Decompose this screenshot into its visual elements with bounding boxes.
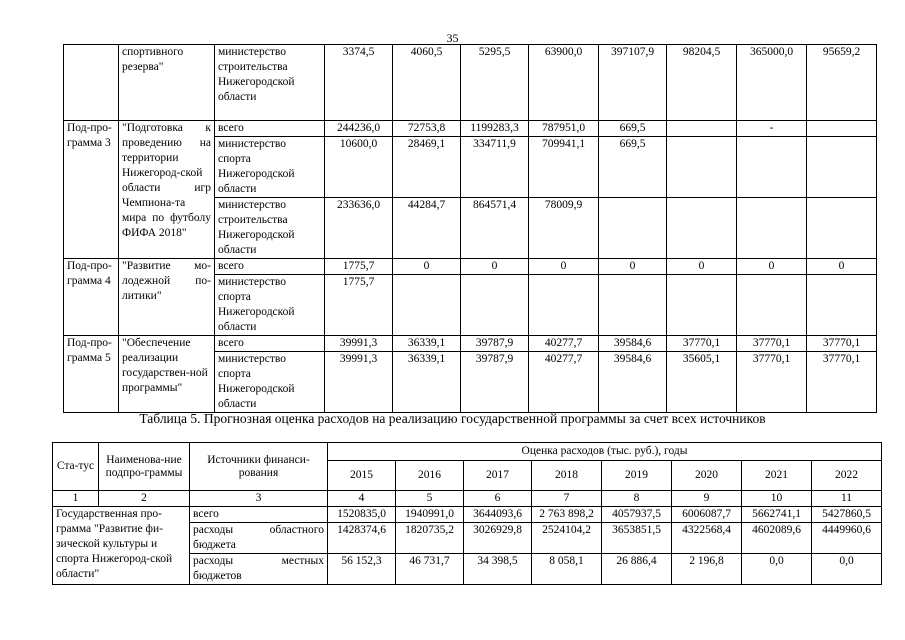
value-cell: 1428374,6 — [328, 523, 396, 554]
value-cell: 37770,1 — [737, 336, 807, 352]
subprogram-name: спортивного резерва" — [119, 45, 215, 121]
year-header: 2015 — [328, 461, 396, 491]
value-cell: 39787,9 — [461, 336, 529, 352]
value-cell: 3374,5 — [325, 45, 393, 121]
value-cell: 0,0 — [742, 554, 812, 585]
column-number: 6 — [464, 491, 532, 507]
value-cell — [807, 121, 877, 137]
value-cell: 1940991,0 — [396, 507, 464, 523]
subprogram-name: "Подготовка к проведению на территории Нижегород-ской области игр Чемпиона-та мира по футболу ФИФА 2018" — [119, 121, 215, 259]
value-cell — [667, 275, 737, 336]
value-cell — [807, 137, 877, 198]
value-cell: 36339,1 — [393, 352, 461, 413]
value-cell: 39584,6 — [599, 352, 667, 413]
column-number: 1 — [53, 491, 99, 507]
value-cell: 2524104,2 — [532, 523, 602, 554]
value-cell: 5295,5 — [461, 45, 529, 121]
value-cell — [667, 137, 737, 198]
table-row — [64, 336, 877, 352]
value-cell: 98204,5 — [667, 45, 737, 121]
value-cell: 26 886,4 — [602, 554, 672, 585]
value-cell: 40277,7 — [529, 352, 599, 413]
funding-source: всего — [215, 259, 325, 275]
value-cell: 37770,1 — [667, 336, 737, 352]
value-cell: 40277,7 — [529, 336, 599, 352]
value-cell: 28469,1 — [393, 137, 461, 198]
funding-source: министерство спорта Нижегородской области — [215, 352, 325, 413]
year-header: 2017 — [464, 461, 532, 491]
value-cell: 4322568,4 — [672, 523, 742, 554]
header-status: Ста-тус — [53, 443, 99, 491]
funding-source: расходы местных бюджетов — [190, 554, 328, 585]
value-cell: 72753,8 — [393, 121, 461, 137]
subprogram-name: "Обеспечение реализации государствен-ной программы" — [119, 336, 215, 413]
value-cell: 1820735,2 — [396, 523, 464, 554]
subprogram-name: "Развитие мо-лодежной по-литики" — [119, 259, 215, 336]
funding-source: министерство спорта Нижегородской области — [215, 137, 325, 198]
funding-source: расходы областного бюджета — [190, 523, 328, 554]
year-header: 2019 — [602, 461, 672, 491]
subprogram-label: Под-про-грамма 4 — [64, 259, 119, 336]
column-number: 3 — [190, 491, 328, 507]
value-cell: 0 — [737, 259, 807, 275]
subprogram-label — [64, 45, 119, 121]
table-row — [64, 121, 877, 137]
year-header: 2016 — [396, 461, 464, 491]
value-cell: 34 398,5 — [464, 554, 532, 585]
column-number: 8 — [602, 491, 672, 507]
value-cell: 397107,9 — [599, 45, 667, 121]
value-cell: 709941,1 — [529, 137, 599, 198]
value-cell — [667, 121, 737, 137]
header-funding-source: Источники финанси-рования — [190, 443, 328, 491]
value-cell: 669,5 — [599, 137, 667, 198]
value-cell — [807, 275, 877, 336]
value-cell: 63900,0 — [529, 45, 599, 121]
value-cell: 0 — [599, 259, 667, 275]
funding-source: всего — [190, 507, 328, 523]
column-number: 5 — [396, 491, 464, 507]
funding-source: всего — [215, 121, 325, 137]
value-cell: 8 058,1 — [532, 554, 602, 585]
column-number: 4 — [328, 491, 396, 507]
value-cell: 3653851,5 — [602, 523, 672, 554]
value-cell: 0 — [461, 259, 529, 275]
year-header: 2020 — [672, 461, 742, 491]
header-subprogram-name: Наименова-ние подпро-граммы — [99, 443, 190, 491]
value-cell: 44284,7 — [393, 198, 461, 259]
table-caption: Таблица 5. Прогнозная оценка расходов на реализацию государственной программы за счет всех источников — [139, 411, 766, 426]
column-number: 2 — [99, 491, 190, 507]
value-cell — [737, 137, 807, 198]
forecast-table — [52, 442, 882, 585]
program-name: Государственная про-грамма "Развитие фи-зической культуры и спорта Нижегород-ской области" — [53, 507, 190, 585]
funding-source: министерство строительства Нижегородской области — [215, 198, 325, 259]
header-estimate: Оценка расходов (тыс. руб.), годы — [328, 443, 882, 461]
value-cell: 669,5 — [599, 121, 667, 137]
value-cell: 4602089,6 — [742, 523, 812, 554]
value-cell — [737, 275, 807, 336]
value-cell: 233636,0 — [325, 198, 393, 259]
value-cell: 334711,9 — [461, 137, 529, 198]
value-cell — [807, 198, 877, 259]
year-header: 2018 — [532, 461, 602, 491]
value-cell: 5662741,1 — [742, 507, 812, 523]
value-cell: 5427860,5 — [812, 507, 882, 523]
value-cell: 36339,1 — [393, 336, 461, 352]
value-cell: 6006087,7 — [672, 507, 742, 523]
value-cell: 365000,0 — [737, 45, 807, 121]
value-cell: 39787,9 — [461, 352, 529, 413]
value-cell: 39991,3 — [325, 352, 393, 413]
value-cell: - — [737, 121, 807, 137]
value-cell: 0 — [667, 259, 737, 275]
value-cell — [599, 198, 667, 259]
value-cell: 56 152,3 — [328, 554, 396, 585]
value-cell: 1199283,3 — [461, 121, 529, 137]
column-number: 11 — [812, 491, 882, 507]
value-cell: 4057937,5 — [602, 507, 672, 523]
budget-table-continued — [63, 44, 877, 413]
table-row — [64, 259, 877, 275]
column-number: 10 — [742, 491, 812, 507]
value-cell: 95659,2 — [807, 45, 877, 121]
value-cell: 37770,1 — [807, 336, 877, 352]
value-cell: 39991,3 — [325, 336, 393, 352]
funding-source: министерство строительства Нижегородской области — [215, 45, 325, 121]
value-cell — [667, 198, 737, 259]
value-cell: 244236,0 — [325, 121, 393, 137]
value-cell: 787951,0 — [529, 121, 599, 137]
page-number: 35 — [446, 31, 459, 45]
value-cell: 0 — [807, 259, 877, 275]
value-cell: 4060,5 — [393, 45, 461, 121]
value-cell: 4449960,6 — [812, 523, 882, 554]
year-header: 2022 — [812, 461, 882, 491]
value-cell: 37770,1 — [737, 352, 807, 413]
subprogram-label: Под-про-грамма 3 — [64, 121, 119, 259]
value-cell — [529, 275, 599, 336]
year-header: 2021 — [742, 461, 812, 491]
value-cell: 864571,4 — [461, 198, 529, 259]
funding-source: всего — [215, 336, 325, 352]
value-cell: 39584,6 — [599, 336, 667, 352]
subprogram-label: Под-про-грамма 5 — [64, 336, 119, 413]
value-cell: 1520835,0 — [328, 507, 396, 523]
value-cell: 0 — [529, 259, 599, 275]
value-cell: 1775,7 — [325, 259, 393, 275]
value-cell: 2 763 898,2 — [532, 507, 602, 523]
value-cell: 0 — [393, 259, 461, 275]
value-cell: 10600,0 — [325, 137, 393, 198]
value-cell: 37770,1 — [807, 352, 877, 413]
value-cell: 2 196,8 — [672, 554, 742, 585]
value-cell — [737, 198, 807, 259]
column-number: 9 — [672, 491, 742, 507]
column-number: 7 — [532, 491, 602, 507]
table-row — [53, 507, 882, 523]
value-cell: 1775,7 — [325, 275, 393, 336]
value-cell: 3026929,8 — [464, 523, 532, 554]
value-cell — [461, 275, 529, 336]
value-cell — [393, 275, 461, 336]
value-cell: 35605,1 — [667, 352, 737, 413]
value-cell: 0,0 — [812, 554, 882, 585]
value-cell: 46 731,7 — [396, 554, 464, 585]
value-cell: 78009,9 — [529, 198, 599, 259]
table-row — [64, 45, 877, 121]
funding-source: министерство спорта Нижегородской области — [215, 275, 325, 336]
value-cell — [599, 275, 667, 336]
value-cell: 3644093,6 — [464, 507, 532, 523]
